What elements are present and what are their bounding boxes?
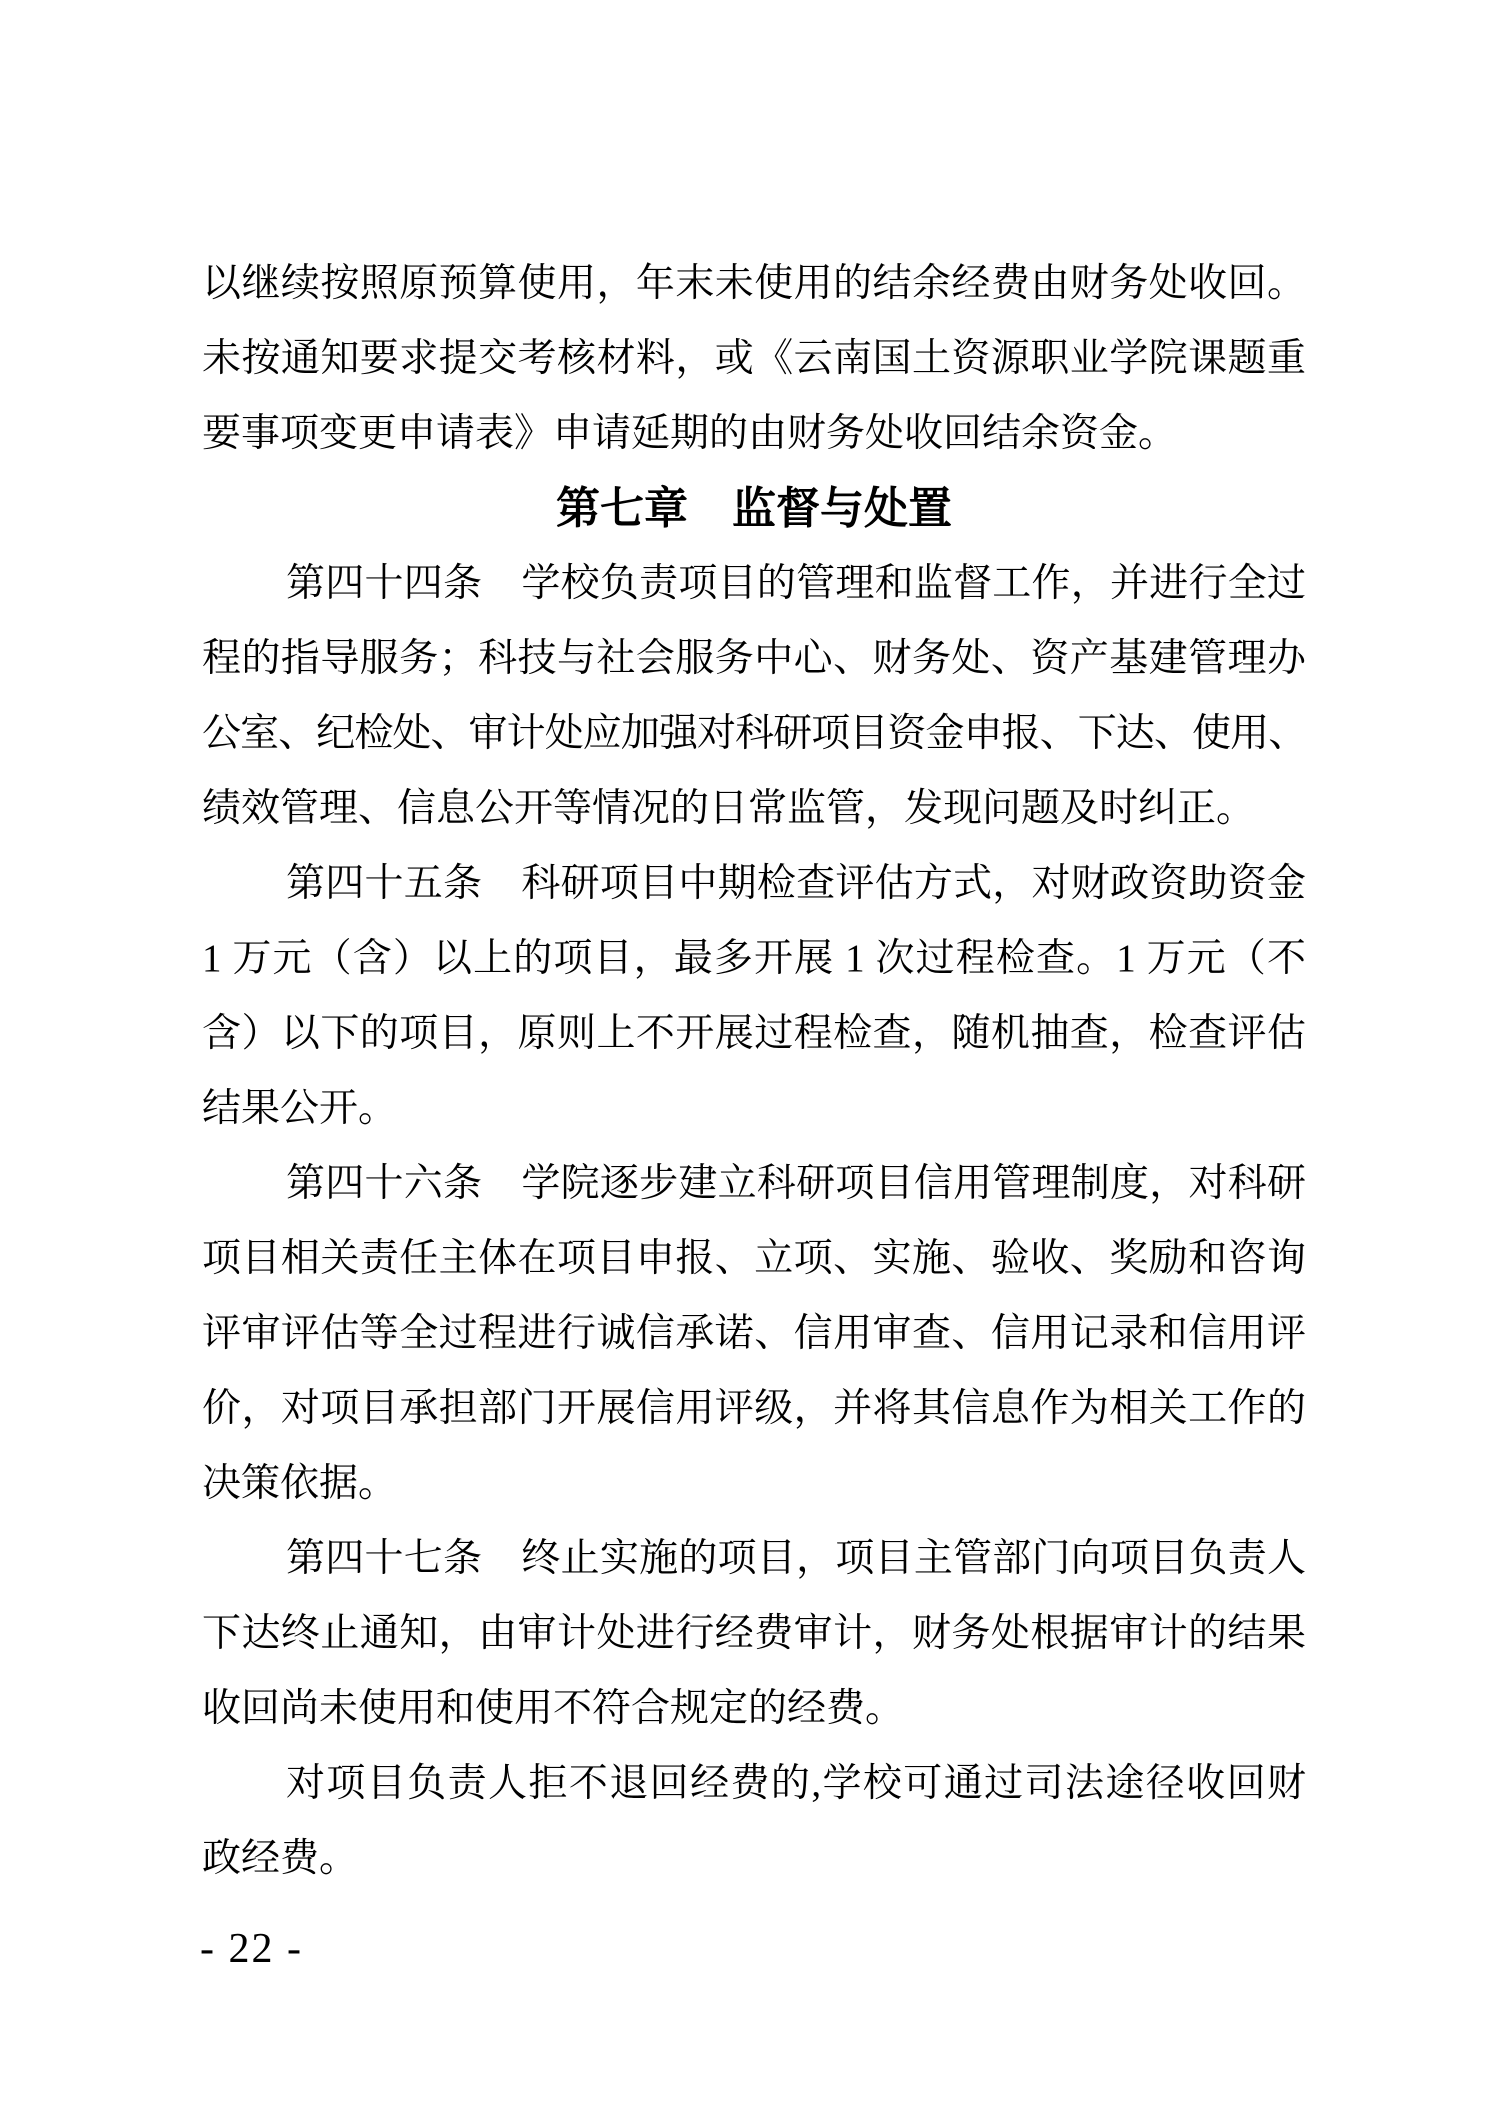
text-line: 未按通知要求提交考核材料，或《云南国土资源职业学院课题重 — [202, 337, 1306, 380]
text-line: 要事项变更申请表》申请延期的由财务处收回结余资金。 — [202, 412, 1178, 455]
text-line: 以继续按照原预算使用，年末未使用的结余经费由财务处收回。 — [202, 262, 1306, 305]
text-line: 政经费。 — [202, 1837, 359, 1880]
text-line: 含）以下的项目，原则上不开展过程检查，随机抽查，检查评估 — [202, 1012, 1306, 1055]
document-body — [202, 246, 1306, 1896]
text-line: 评审评估等全过程进行诚信承诺、信用审查、信用记录和信用评 — [202, 1312, 1306, 1355]
chapter-heading: 第七章 监督与处置 — [556, 484, 952, 533]
text-line: 第四十六条 学院逐步建立科研项目信用管理制度，对科研 — [286, 1162, 1306, 1205]
text-line: 绩效管理、信息公开等情况的日常监管，发现问题及时纠正。 — [202, 787, 1256, 830]
text-line: 决策依据。 — [202, 1462, 398, 1505]
text-line: 对项目负责人拒不退回经费的,学校可通过司法途径收回财 — [286, 1762, 1306, 1805]
text-line: 程的指导服务；科技与社会服务中心、财务处、资产基建管理办 — [202, 637, 1306, 680]
text-line: 项目相关责任主体在项目申报、立项、实施、验收、奖励和咨询 — [202, 1237, 1306, 1280]
text-line: 结果公开。 — [202, 1087, 398, 1130]
page-number: - 22 - — [200, 1926, 303, 1972]
text-line: 价，对项目承担部门开展信用评级，并将其信息作为相关工作的 — [202, 1387, 1306, 1430]
text-line: 第四十四条 学校负责项目的管理和监督工作，并进行全过 — [286, 562, 1306, 605]
text-line: 公室、纪检处、审计处应加强对科研项目资金申报、下达、使用、 — [202, 712, 1306, 755]
text-line: 第四十七条 终止实施的项目，项目主管部门向项目负责人 — [286, 1537, 1306, 1580]
text-line: 收回尚未使用和使用不符合规定的经费。 — [202, 1687, 905, 1730]
text-line: 第四十五条 科研项目中期检查评估方式，对财政资助资金 — [286, 862, 1306, 905]
text-line: 下达终止通知，由审计处进行经费审计，财务处根据审计的结果 — [202, 1612, 1306, 1655]
text-line: 1 万元（含）以上的项目，最多开展 1 次过程检查。1 万元（不 — [202, 937, 1306, 980]
